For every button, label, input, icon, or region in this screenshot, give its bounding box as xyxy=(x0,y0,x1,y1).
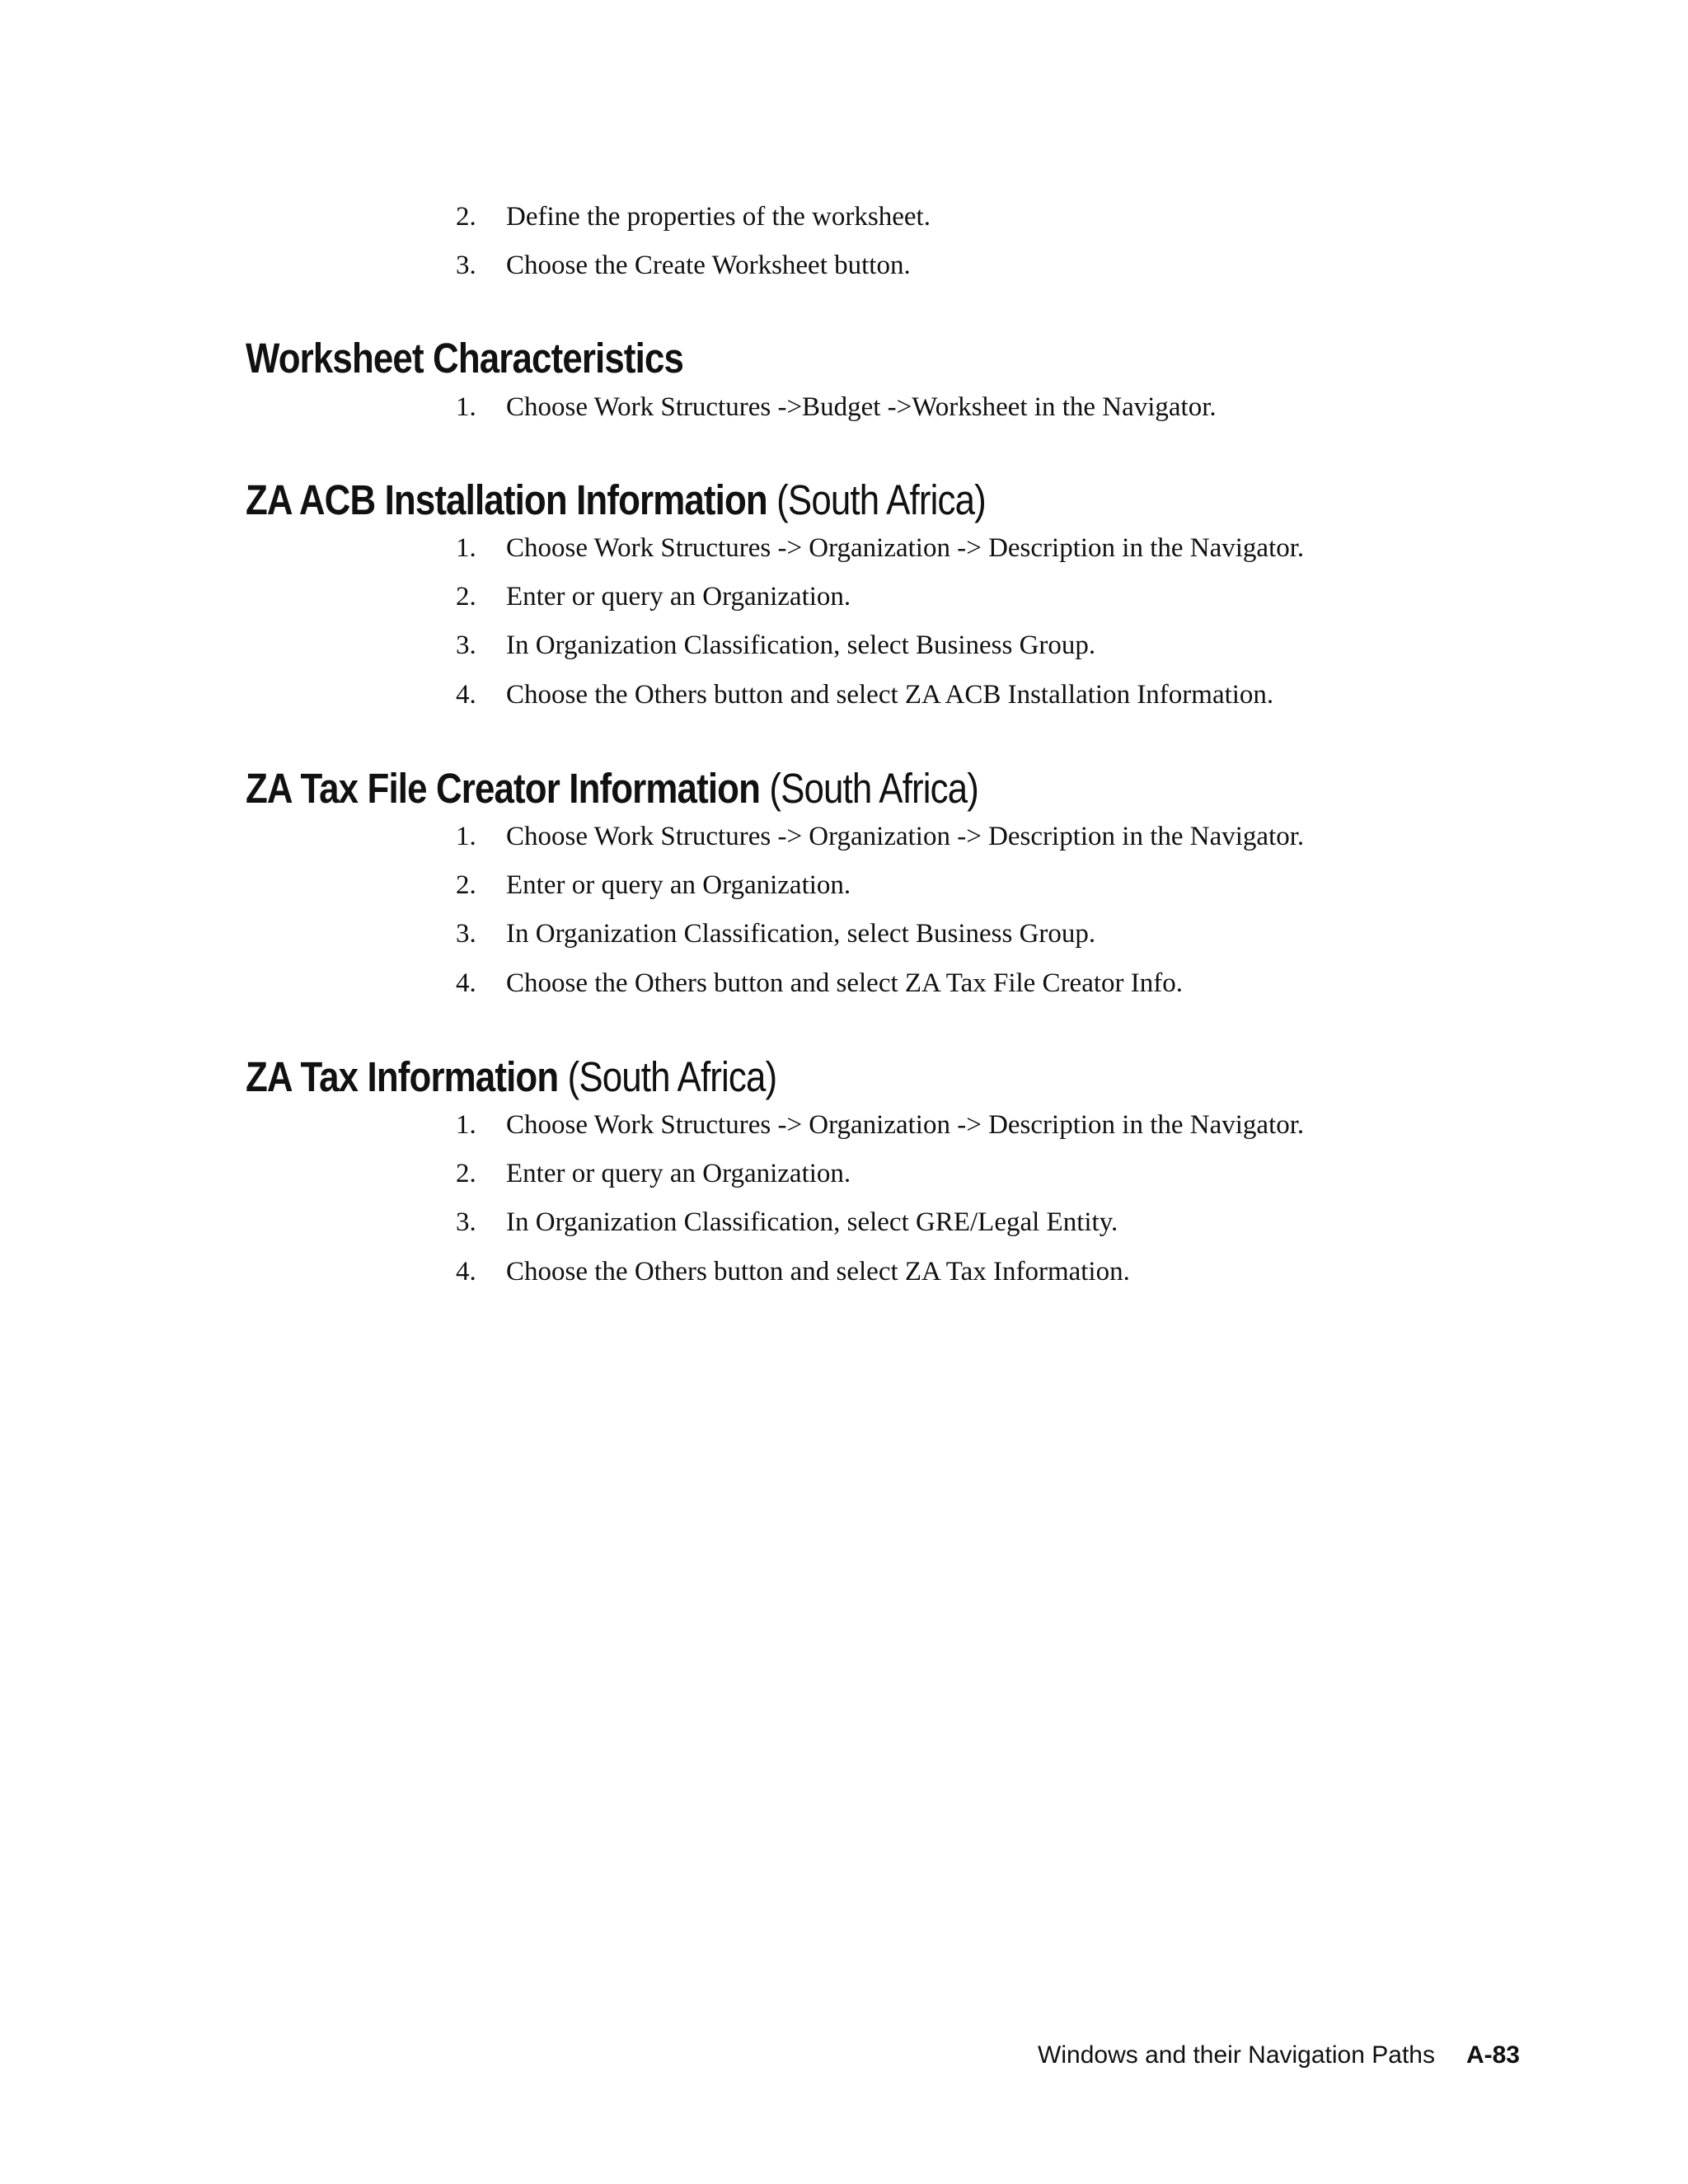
step-text: Choose the Others button and select ZA Tax Information. xyxy=(506,1257,1130,1286)
section-heading xyxy=(246,1052,776,1102)
step-number: 1. xyxy=(456,822,476,851)
step-number: 1. xyxy=(456,533,476,563)
section-title: ZA ACB Installation Information xyxy=(246,476,767,523)
page-footer xyxy=(1038,2041,1520,2070)
step-text: In Organization Classification, select GRE/Legal Entity. xyxy=(506,1207,1118,1237)
step-number: 1. xyxy=(456,392,476,422)
step-text: Enter or query an Organization. xyxy=(506,1159,851,1188)
step-number: 3. xyxy=(456,1207,476,1237)
step-text: Choose Work Structures -> Organization -> Description in the Navigator. xyxy=(506,1110,1305,1140)
step-text: Choose the Create Worksheet button. xyxy=(506,251,911,280)
step-text: Enter or query an Organization. xyxy=(506,582,851,612)
step-number: 3. xyxy=(456,919,476,949)
step-text: Choose Work Structures ->Budget ->Worksheet in the Navigator. xyxy=(506,392,1217,422)
step-number: 4. xyxy=(456,1257,476,1286)
page-number: A-83 xyxy=(1465,2041,1520,2069)
section-qualifier: (South Africa) xyxy=(567,1053,777,1100)
step-number: 2. xyxy=(456,582,476,612)
step-text: Choose Work Structures -> Organization -> Description in the Navigator. xyxy=(506,822,1305,851)
section-qualifier: (South Africa) xyxy=(769,765,979,812)
section-title: ZA Tax Information xyxy=(246,1053,559,1100)
step-number: 4. xyxy=(456,968,476,998)
step-text: Choose Work Structures -> Organization -> Description in the Navigator. xyxy=(506,533,1305,563)
section-heading xyxy=(246,334,683,383)
step-number: 4. xyxy=(456,680,476,710)
step-text: Choose the Others button and select ZA Tax File Creator Info. xyxy=(506,968,1183,998)
section-title: Worksheet Characteristics xyxy=(246,335,684,382)
step-number: 3. xyxy=(456,251,476,280)
section-title: ZA Tax File Creator Information xyxy=(246,765,761,812)
section-heading xyxy=(246,764,978,813)
step-text: Define the properties of the worksheet. xyxy=(506,202,931,232)
step-number: 2. xyxy=(456,870,476,900)
step-text: Enter or query an Organization. xyxy=(506,870,851,900)
step-number: 1. xyxy=(456,1110,476,1140)
step-number: 2. xyxy=(456,1159,476,1188)
step-text: In Organization Classification, select Business Group. xyxy=(506,919,1096,949)
step-number: 3. xyxy=(456,630,476,660)
section-heading xyxy=(246,476,986,525)
section-qualifier: (South Africa) xyxy=(776,476,986,523)
running-title: Windows and their Navigation Paths xyxy=(1038,2041,1435,2069)
step-text: Choose the Others button and select ZA ACB Installation Information. xyxy=(506,680,1274,710)
step-number: 2. xyxy=(456,202,476,232)
step-text: In Organization Classification, select Business Group. xyxy=(506,630,1096,660)
